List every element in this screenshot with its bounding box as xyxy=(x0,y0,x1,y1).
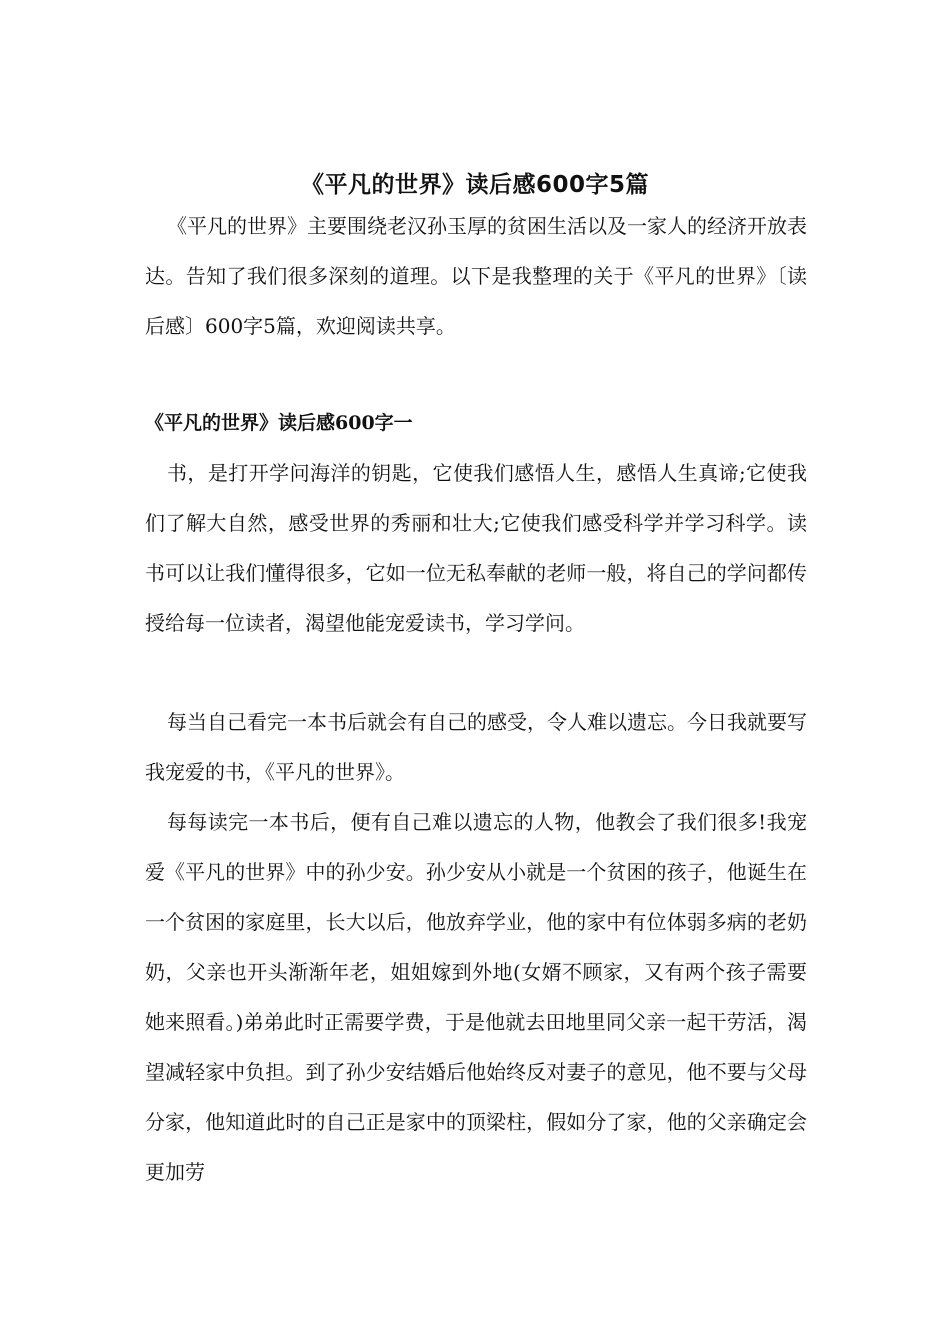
body-paragraph-1: 书，是打开学问海洋的钥匙，它使我们感悟人生，感悟人生真谛;它使我们了解大自然，感受世界的秀丽和壮大;它使我们感受科学并学习科学。读书可以让我们懂得很多，它如一位无私奉献的老师一般，将自己的学问都传授给每一位读者，渴望他能宠爱读书，学习学问。 xyxy=(145,461,807,635)
section-heading: 《平凡的世界》读后感600字一 xyxy=(145,412,413,434)
body-paragraph-3: 每每读完一本书后，便有自己难以遗忘的人物，他教会了我们很多!我宠爱《平凡的世界》中的孙少安。孙少安从小就是一个贫困的孩子，他诞生在一个贫困的家庭里，长大以后，他放弃学业，他的家中有位体弱多病的老奶奶，父亲也开头渐渐年老，姐姐嫁到外地(女婿不顾家，又有两个孩子需要她来照看。)弟弟此时正需要学费，于是他就去田地里同父亲一起干劳活，渴望减轻家中负担。到了孙少安结婚后他始终反对妻子的意见，他不要与父母分家，他知道此时的自己正是家中的顶梁柱，假如分了家，他的父亲确定会更加劳 xyxy=(145,810,807,1184)
body-paragraph-2: 每当自己看完一本书后就会有自己的感受，令人难以遗忘。今日我就要写我宠爱的书，《平凡的世界》。 xyxy=(145,710,807,784)
intro-paragraph: 《平凡的世界》主要围绕老汉孙玉厚的贫困生活以及一家人的经济开放表达。告知了我们很多深刻的道理。以下是我整理的关于《平凡的世界》〔读后感〕600字5篇，欢迎阅读共享。 xyxy=(145,214,807,338)
document-title: 《平凡的世界》读后感600字5篇 xyxy=(300,172,649,199)
